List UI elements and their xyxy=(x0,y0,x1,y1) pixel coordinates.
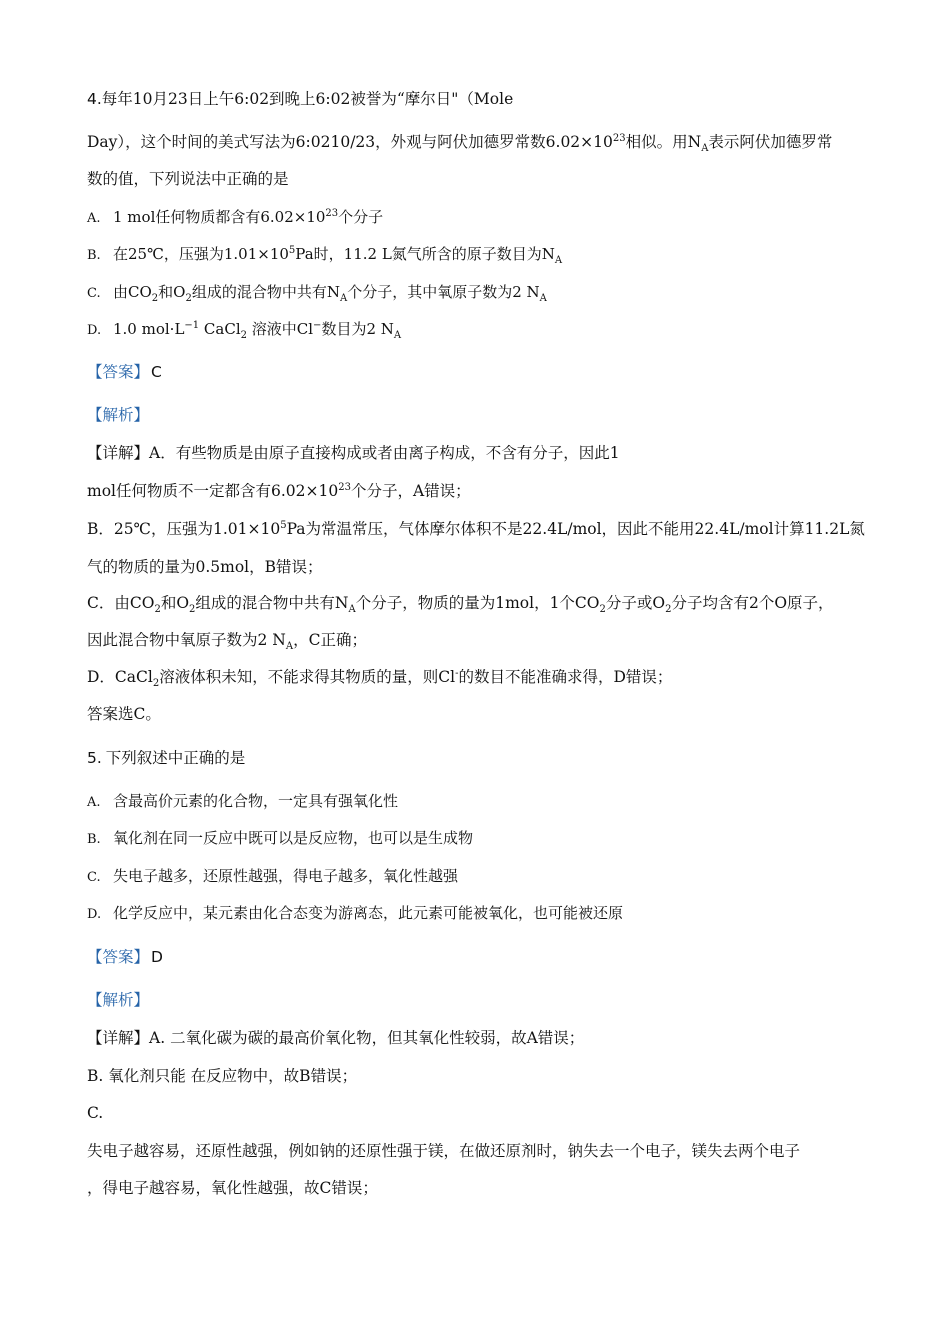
q5-detail-line1: 【详解】A. 二氧化碳为碳的最高价氧化物，但其氧化性较弱，故A错误； xyxy=(87,1029,585,1047)
q5-option-c: C. 失电子越多，还原性越强，得电子越多，氧化性越强 xyxy=(87,867,459,885)
answer-value: C xyxy=(151,363,162,381)
q4-option-b: B. 在25℃，压强为$1.01\times 10^5Pa$时，11.2 L氮气所含的原子数目为$N_A$ xyxy=(87,245,563,266)
q5-detail-line4: 失电子越容易，还原性越强，例如钠的还原性强于镁，在做还原剂时，钠失去一个电子，镁失去两个电子 xyxy=(87,1142,801,1160)
q5-analysis-tag: 【解析】 xyxy=(87,991,150,1009)
q5-detail-line2: B. 氧化剂只能 在反应物中，故B错误； xyxy=(87,1067,358,1085)
q4-detail-line2: mol任何物质不一定都含有$6.02\times 10^{23}$个分子，A错误； xyxy=(87,481,471,500)
q5-stem: 5. 下列叙述中正确的是 xyxy=(87,749,246,767)
q4-detail-line6: 因此混合物中氧原子数为2 $N_A$，C正确； xyxy=(87,631,367,653)
q4-detail-line3: B．25℃，压强为$1.01\times 10^5Pa$为常温常压，气体摩尔体积不是22.4L/mol，因此不能用22.4L/mol计算11.2L氮 xyxy=(87,519,865,538)
q4-detail-line5: C．由$CO_2$和$O_2$组成的混合物中共有$N_A$个分子，物质的量为1mol，1个$CO_2$分子或$O_2$分子均含有2个O原子， xyxy=(87,594,834,616)
q4-stem-line1: 4.每年10月23日上午6:02到晚上6:02被誉为“摩尔日"（Mole xyxy=(87,90,514,108)
q4-detail-line4: 气的物质的量为0.5mol，B错误； xyxy=(87,558,323,576)
answer-value: D xyxy=(151,948,163,966)
q4-option-d: D. 1.0 $mol\cdot L^{-1}$ CaCl$_2$ 溶液中Cl−数目为2 $N_A$ xyxy=(87,320,402,341)
q5-number: 5. xyxy=(87,749,102,767)
q4-option-c: C. 由$CO_2$和$O_2$组成的混合物中共有$N_A$个分子，其中氧原子数为2 $N_A$ xyxy=(87,283,547,304)
answer-tag: 【答案】 xyxy=(87,363,150,381)
q4-detail-line8: 答案选C。 xyxy=(87,705,161,723)
q5-answer xyxy=(87,946,163,968)
q4-stem-line3: 数的值，下列说法中正确的是 xyxy=(87,170,289,188)
q4-answer xyxy=(87,361,162,383)
detail-tag: 【详解】 xyxy=(87,1029,150,1047)
detail-tag: 【详解】 xyxy=(87,444,150,462)
q4-analysis-tag: 【解析】 xyxy=(87,406,150,424)
q4-detail-line7: D．CaCl$_2$溶液体积未知，不能求得其物质的量，则Cl-的数目不能准确求得，D错误； xyxy=(87,667,673,690)
q5-option-a: A. 含最高价元素的化合物，一定具有强氧化性 xyxy=(87,792,399,810)
answer-tag: 【答案】 xyxy=(87,948,150,966)
q5-option-d: D. 化学反应中，某元素由化合态变为游离态，此元素可能被氧化，也可能被还原 xyxy=(87,904,624,922)
q5-detail-line3: C. xyxy=(87,1104,104,1122)
q4-number: 4. xyxy=(87,90,102,108)
q4-option-a: A. 1 mol任何物质都含有$6.02\times 10^{23}$个分子 xyxy=(87,208,384,226)
q4-stem-line2: Day），这个时间的美式写法为6:0210/23，外观与阿伏加德罗常数$6.02\times 10^{23}$相似。用$N_A$表示阿伏加德罗常 xyxy=(87,132,833,155)
q5-detail-line5: ，得电子越容易，氧化性越强，故C错误； xyxy=(87,1179,378,1197)
q4-detail-line1: 【详解】A．有些物质是由原子直接构成或者由离子构成，不含有分子，因此1 xyxy=(87,444,620,462)
q5-option-b: B. 氧化剂在同一反应中既可以是反应物，也可以是生成物 xyxy=(87,829,474,847)
